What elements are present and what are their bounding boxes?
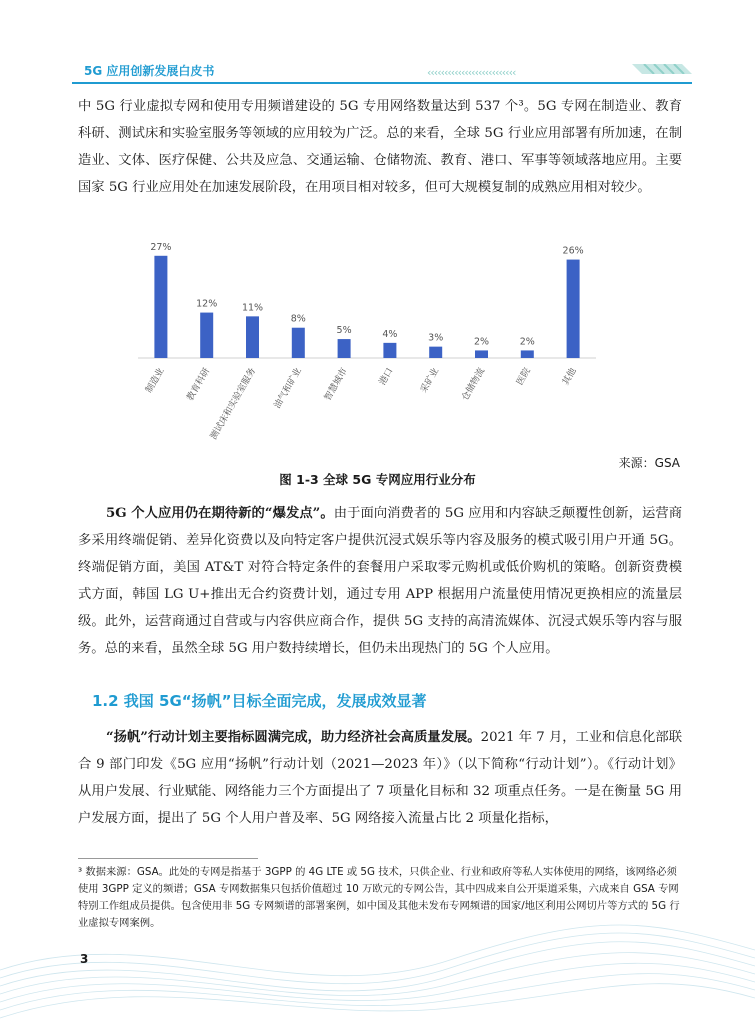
category-label: 智慧城市 bbox=[323, 366, 350, 403]
bar-value-label: 11% bbox=[241, 302, 264, 314]
chart-bar bbox=[429, 347, 442, 358]
category-label: 港口 bbox=[377, 366, 396, 388]
bar-value-label: 12% bbox=[196, 298, 218, 310]
chart-bar bbox=[567, 260, 580, 358]
bar-chart bbox=[130, 232, 700, 462]
category-label: 其他 bbox=[561, 366, 579, 388]
bar-value-label: 8% bbox=[290, 313, 306, 325]
paragraph-3-lead: “扬帆”行动计划主要指标圆满完成，助力经济社会高质量发展。 bbox=[106, 730, 481, 745]
category-label: 医院 bbox=[515, 366, 533, 388]
page-number: 3 bbox=[80, 952, 89, 966]
page-header bbox=[72, 58, 692, 88]
header-rule bbox=[72, 82, 692, 84]
paragraph-2-body: 由于面向消费者的 5G 应用和内容缺乏颠覆性创新，运营商多采用终端促销、差异化资费以及向特定客户提供沉浸式娱乐等内容及服务的模式吸引用户开通 5G。终端促销方面，美国 AT&T 对符合特定条件的套餐用户采取零元购机或低价购机的策略。创新资费模式方面，韩国 LG U+推出无合约资费计划，通过专用 APP 根据用户流量使用情况更换相应的流量层级。此外，运营商通过自营或与内容供应商合作，提供 5G 支持的高清流媒体、沉浸式娱乐等内容与服务。总的来看，虽然全球 5G 用户数持续增长，但仍未出现热门的 5G 个人应用。 bbox=[78, 506, 682, 656]
chart-source: 来源：GSA bbox=[618, 456, 680, 470]
bar-chart-svg bbox=[130, 232, 700, 462]
chart-bar bbox=[475, 350, 488, 358]
wave-decoration-icon bbox=[0, 900, 755, 1024]
chart-bar bbox=[338, 339, 351, 358]
bar-value-label: 2% bbox=[473, 336, 490, 348]
footnote: ³ 数据来源：GSA。此处的专网是指基于 3GPP 的 4G LTE 或 5G 技术，只供企业、行业和政府等私人实体使用的网络，该网络必须使用 3GPP 定义的频谱；GSA 专网数据集只包括价值超过 10 万欧元的专网公告，其中四成来自公开渠道采集，六成来自 GSA 专网特别工作组成员提供。包含使用非 5G 专网频谱的部署案例，如中国及其他未发布专网频谱的国家/地区利用公网切片等方式的 5G 行业虚拟专网案例。 bbox=[78, 866, 680, 929]
paragraph-1: 中 5G 行业虚拟专网和使用专用频谱建设的 5G 专用网络数量达到 537 个³。5G 专网在制造业、教育科研、测试床和实验室服务等领域的应用较为广泛。总的来看，全球 5G 行业应用部署有所加速，在制造业、文体、医疗保健、公共及应急、交通运输、仓储物流、教育、港口、军事等领域落地应用。主要国家 5G 行业应用处在加速发展阶段，在用项目相对较多，但可大规模复制的成熟应用相对较少。 bbox=[78, 99, 682, 195]
footnote-rule bbox=[78, 858, 258, 859]
category-label: 采矿业 bbox=[419, 366, 442, 395]
paragraph-2 bbox=[78, 500, 682, 662]
bar-value-label: 27% bbox=[150, 241, 172, 253]
chart-bar bbox=[383, 343, 396, 358]
paragraph-3-body: 2021 年 7 月，工业和信息化部联合 9 部门印发《5G 应用“扬帆”行动计划（2021—2023 年）》（以下简称“行动计划”）。《行动计划》从用户发展、行业赋能、网络能力三个方面提出了 7 项量化目标和 32 项重点任务。一是在衡量 5G 用户发展方面，提出了 5G 个人用户普及率、5G 网络接入流量占比 2 项量化指标， bbox=[78, 730, 683, 826]
paragraph-3 bbox=[78, 724, 682, 832]
bar-value-label: 26% bbox=[562, 245, 584, 257]
section-heading: 1.2 我国 5G“扬帆”目标全面完成，发展成效显著 bbox=[92, 692, 427, 710]
bar-value-label: 2% bbox=[519, 336, 535, 348]
chart-bar bbox=[246, 316, 259, 358]
chart-bar bbox=[200, 313, 213, 358]
chevron-decoration-icon: ‹‹‹‹‹‹‹‹‹‹‹‹‹‹‹‹‹‹‹‹‹‹‹‹‹‹ bbox=[427, 66, 516, 79]
category-label: 制造业 bbox=[144, 366, 167, 395]
chart-bar bbox=[521, 350, 534, 358]
category-label: 油气和矿业 bbox=[272, 366, 304, 411]
chart-bar bbox=[292, 328, 305, 358]
stripe-decoration-icon bbox=[632, 64, 692, 74]
chart-bar bbox=[154, 256, 167, 358]
header-title: 5G 应用创新发展白皮书 bbox=[84, 64, 215, 78]
bar-value-label: 3% bbox=[428, 332, 444, 344]
figure-caption: 图 1-3 全球 5G 专网应用行业分布 bbox=[279, 472, 476, 487]
bar-value-label: 4% bbox=[382, 328, 398, 340]
category-label: 教育科研 bbox=[185, 366, 213, 403]
category-label: 测试床和实验室服务 bbox=[208, 366, 259, 442]
category-label: 仓储物流 bbox=[460, 366, 488, 403]
paragraph-2-lead: 5G 个人应用仍在期待新的“爆发点”。 bbox=[106, 506, 334, 521]
bar-value-label: 5% bbox=[336, 325, 352, 337]
